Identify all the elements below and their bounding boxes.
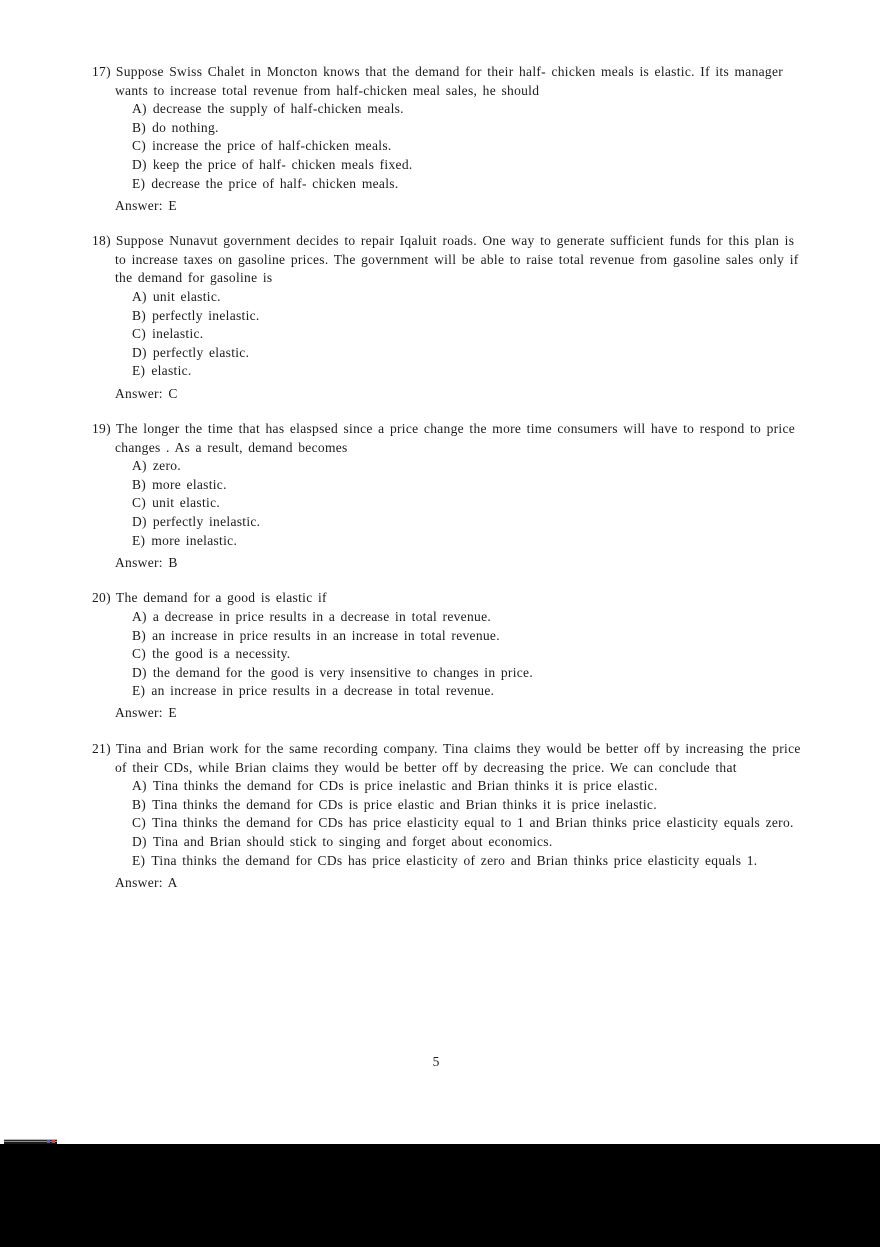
option-text: zero.	[152, 458, 181, 474]
option-text: more elastic.	[152, 476, 227, 492]
option-label: D)	[132, 833, 147, 849]
option	[132, 627, 806, 646]
option	[132, 100, 806, 119]
options	[132, 608, 806, 701]
option	[132, 476, 806, 495]
option-text: elastic.	[151, 363, 192, 379]
options	[132, 457, 806, 550]
option-label: C)	[132, 326, 147, 342]
question-number: 17)	[92, 64, 111, 79]
option-label: C)	[132, 495, 147, 511]
option	[132, 288, 806, 307]
option-text: Tina thinks the demand for CDs has price elasticity equal to 1 and Brian thinks price elasticity equals zero.	[152, 815, 794, 831]
answer-line	[115, 554, 806, 573]
question-stem	[92, 740, 806, 777]
question-text: Suppose Nunavut government decides to repair Iqaluit roads. One way to generate sufficient funds for this plan is to increase taxes on gasoline prices. The government will be able to raise total revenue from gasoline sales only if the demand for gasoline is	[115, 233, 799, 286]
answer-label: Answer:	[115, 705, 163, 721]
option-text: the good is a necessity.	[152, 646, 291, 662]
question-stem	[92, 420, 806, 457]
option-label: A)	[132, 608, 147, 624]
answer-label: Answer:	[115, 874, 163, 890]
options	[132, 777, 806, 870]
question-stem	[92, 589, 806, 608]
option-text: decrease the price of half- chicken meals.	[151, 175, 399, 191]
option-label: E)	[132, 363, 146, 379]
option	[132, 457, 806, 476]
option	[132, 175, 806, 194]
answer-value: E	[168, 197, 177, 213]
option-label: D)	[132, 514, 147, 530]
option	[132, 814, 806, 833]
option	[132, 362, 806, 381]
option-label: E)	[132, 852, 146, 868]
question-number: 21)	[92, 741, 111, 756]
question-stem	[92, 63, 806, 100]
question	[92, 420, 806, 572]
option	[132, 119, 806, 138]
option	[132, 156, 806, 175]
answer-value: A	[167, 874, 178, 890]
option-label: C)	[132, 138, 147, 154]
options	[132, 100, 806, 193]
option	[132, 833, 806, 852]
option-label: A)	[132, 289, 147, 305]
option	[132, 852, 806, 871]
option-label: C)	[132, 815, 147, 831]
question	[92, 232, 806, 403]
option-text: a decrease in price results in a decrease in total revenue.	[152, 608, 492, 624]
option-text: perfectly elastic.	[152, 344, 250, 360]
option-label: A)	[132, 101, 147, 117]
answer-value: E	[168, 705, 177, 721]
option-text: Tina thinks the demand for CDs is price inelastic and Brian thinks it is price elastic.	[152, 778, 658, 794]
option	[132, 532, 806, 551]
option-text: the demand for the good is very insensitive to changes in price.	[152, 664, 534, 680]
option-text: unit elastic.	[152, 495, 221, 511]
answer-line	[115, 874, 806, 893]
option-label: E)	[132, 532, 146, 548]
option-label: E)	[132, 683, 146, 699]
artifact-pixel-red	[52, 1140, 55, 1143]
page-number: 5	[432, 1054, 440, 1069]
option	[132, 777, 806, 796]
option	[132, 137, 806, 156]
option	[132, 682, 806, 701]
option-label: A)	[132, 458, 147, 474]
option-text: decrease the supply of half-chicken meals.	[152, 101, 404, 117]
option-label: B)	[132, 796, 147, 812]
answer-label: Answer:	[115, 385, 163, 401]
option-label: E)	[132, 175, 146, 191]
option-label: D)	[132, 664, 147, 680]
answer-line	[115, 197, 806, 216]
option-text: do nothing.	[152, 119, 219, 135]
question-text: The longer the time that has elaspsed since a price change the more time consumers will have to respond to price changes . As a result, demand becomes	[115, 421, 796, 455]
question-text: The demand for a good is elastic if	[115, 590, 327, 606]
question-list	[92, 63, 806, 909]
option-text: inelastic.	[152, 326, 204, 342]
option-label: D)	[132, 344, 147, 360]
option	[132, 494, 806, 513]
option	[132, 344, 806, 363]
question-number: 18)	[92, 233, 111, 249]
answer-line	[115, 704, 806, 723]
question	[92, 63, 806, 215]
option-text: Tina thinks the demand for CDs is price elastic and Brian thinks it is price inelastic.	[152, 796, 657, 812]
option-label: D)	[132, 156, 147, 172]
option-text: perfectly inelastic.	[152, 514, 261, 530]
option-label: B)	[132, 119, 147, 135]
question-number: 20)	[92, 590, 111, 606]
option	[132, 325, 806, 344]
answer-label: Answer:	[115, 554, 163, 570]
question	[92, 740, 806, 892]
option-text: increase the price of half-chicken meals.	[152, 138, 392, 154]
answer-value: B	[168, 554, 178, 570]
option-label: A)	[132, 778, 147, 794]
option-text: Tina and Brian should stick to singing and forget about economics.	[152, 833, 553, 849]
option-text: perfectly inelastic.	[152, 307, 260, 323]
option-label: C)	[132, 646, 147, 662]
question-number: 19)	[92, 421, 111, 437]
option-text: an increase in price results in an increase in total revenue.	[152, 627, 500, 643]
option	[132, 608, 806, 627]
option-label: B)	[132, 476, 147, 492]
options	[132, 288, 806, 381]
option	[132, 307, 806, 326]
answer-line	[115, 385, 806, 404]
option	[132, 796, 806, 815]
option	[132, 645, 806, 664]
artifact-pixel-blue	[47, 1140, 50, 1143]
option-text: more inelastic.	[151, 532, 238, 548]
option-text: unit elastic.	[152, 289, 221, 305]
option-text: an increase in price results in a decrease in total revenue.	[151, 683, 495, 699]
option	[132, 664, 806, 683]
option-text: Tina thinks the demand for CDs has price elasticity of zero and Brian thinks price elasticity equals 1.	[151, 852, 758, 868]
question-text: Tina and Brian work for the same recording company. Tina claims they would be better off by increasing the price of their CDs, while Brian claims they would be better off by decreasing the price. We can conclude that	[115, 741, 801, 775]
option	[132, 513, 806, 532]
bottom-black-bar	[0, 1144, 880, 1247]
option-text: keep the price of half- chicken meals fixed.	[152, 156, 413, 172]
option-label: B)	[132, 307, 147, 323]
option-label: B)	[132, 627, 147, 643]
answer-label: Answer:	[115, 197, 163, 213]
question-text: Suppose Swiss Chalet in Moncton knows that the demand for their half- chicken meals is elastic. If its manager wants to increase total revenue from half-chicken meal sales, he should	[115, 64, 784, 98]
question-stem	[92, 232, 806, 288]
answer-value: C	[168, 385, 178, 401]
question	[92, 589, 806, 723]
